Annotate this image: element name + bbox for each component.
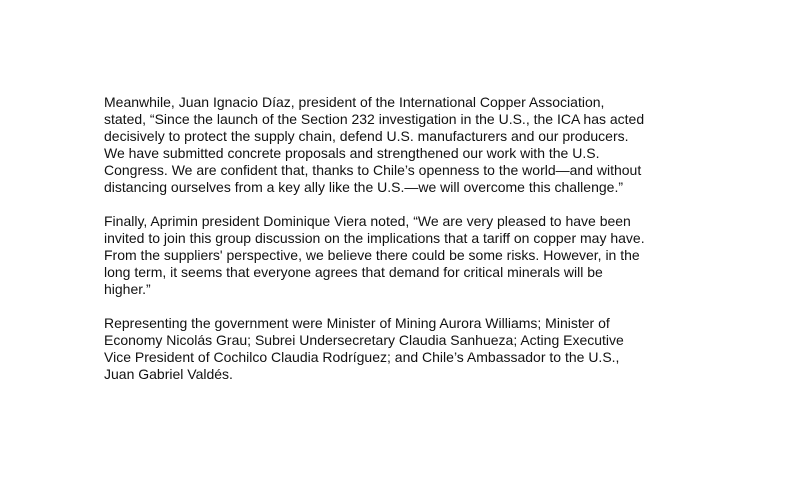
paragraph-diaz-statement (104, 94, 704, 196)
text-line: Vice President of Cochilco Claudia Rodríguez; and Chile’s Ambassador to the U.S., (104, 349, 620, 365)
text-line: Finally, Aprimin president Dominique Viera noted, “We are very pleased to have been (104, 213, 631, 229)
text-line: higher.” (104, 281, 151, 297)
text-line: stated, “Since the launch of the Section 232 investigation in the U.S., the ICA has acted (104, 111, 645, 127)
text-line: Economy Nicolás Grau; Subrei Undersecretary Claudia Sanhueza; Acting Executive (104, 332, 624, 348)
text-line: We have submitted concrete proposals and strengthened our work with the U.S. (104, 145, 600, 161)
text-line: Congress. We are confident that, thanks to Chile’s openness to the world—and without (104, 162, 642, 178)
text-line: From the suppliers' perspective, we believe there could be some risks. However, in the (104, 247, 640, 263)
paragraph-viera-statement (104, 213, 704, 298)
paragraph-government-representatives (104, 315, 704, 383)
text-line: invited to join this group discussion on the implications that a tariff on copper may have. (104, 230, 645, 246)
article-body (104, 94, 704, 400)
text-line: Meanwhile, Juan Ignacio Díaz, president of the International Copper Association, (104, 94, 605, 110)
text-line: Representing the government were Minister of Mining Aurora Williams; Minister of (104, 315, 610, 331)
text-line: Juan Gabriel Valdés. (104, 366, 233, 382)
text-line: decisively to protect the supply chain, defend U.S. manufacturers and our producers. (104, 128, 629, 144)
text-line: distancing ourselves from a key ally like the U.S.—we will overcome this challenge.” (104, 179, 623, 195)
text-line: long term, it seems that everyone agrees that demand for critical minerals will be (104, 264, 603, 280)
